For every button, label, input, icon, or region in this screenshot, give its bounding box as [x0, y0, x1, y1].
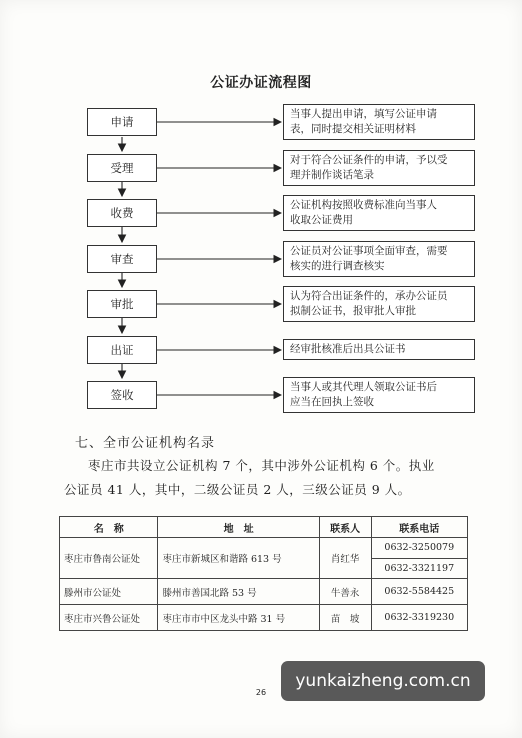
step-review: 审查	[87, 245, 157, 273]
row-phone: 0632-3321197	[371, 558, 467, 579]
row-address: 滕州市善国北路 53 号	[158, 579, 319, 605]
desc-apply	[283, 104, 475, 140]
row-contact: 肖红华	[319, 538, 371, 579]
desc-sign-line1: 当事人或其代理人领取公证书后	[290, 381, 437, 393]
desc-sign	[283, 377, 475, 413]
row-contact: 牛善永	[319, 579, 371, 605]
paragraph-line-2: 公证员 41 人，其中，二级公证员 2 人，三级公证员 9 人。	[64, 482, 411, 497]
step-accept: 受理	[87, 154, 157, 182]
table-row	[60, 579, 468, 605]
row-name: 枣庄市兴鲁公证处	[60, 605, 158, 631]
paragraph-line-1: 枣庄市共设立公证机构 7 个，其中涉外公证机构 6 个。执业	[88, 458, 435, 473]
header-phone: 联系电话	[371, 517, 467, 538]
desc-apply-line2: 表，同时提交相关证明材料	[290, 123, 416, 135]
desc-fee	[283, 195, 475, 231]
page-number: 26	[255, 688, 267, 697]
row-name: 枣庄市鲁南公证处	[60, 538, 158, 579]
desc-approve	[283, 286, 475, 322]
step-issue: 出证	[87, 336, 157, 364]
desc-approve-line1: 认为符合出证条件的，承办公证员	[290, 290, 448, 302]
desc-fee-line2: 收取公证费用	[290, 214, 353, 226]
desc-issue	[283, 339, 475, 360]
row-phone: 0632-3319230	[371, 605, 467, 631]
section-paragraph	[64, 454, 464, 502]
step-fee: 收费	[87, 199, 157, 227]
header-address: 地 址	[158, 517, 319, 538]
section-heading: 七、全市公证机构名录	[75, 436, 216, 451]
flowchart-title: 公证办证流程图	[210, 75, 312, 91]
step-sign: 签收	[87, 381, 157, 409]
desc-accept	[283, 150, 475, 186]
row-phone: 0632-5584425	[371, 579, 467, 605]
table-row	[60, 605, 468, 631]
desc-approve-line2: 拟制公证书，报审批人审批	[290, 305, 416, 317]
desc-fee-line1: 公证机构按照收费标准向当事人	[290, 199, 437, 211]
desc-review-line1: 公证员对公证事项全面审查，需要	[290, 245, 448, 257]
notary-directory-table	[59, 516, 468, 631]
header-contact: 联系人	[319, 517, 371, 538]
row-address: 枣庄市市中区龙头中路 31 号	[158, 605, 319, 631]
desc-apply-line1: 当事人提出申请，填写公证申请	[290, 108, 437, 120]
table-row	[60, 538, 468, 559]
row-name: 滕州市公证处	[60, 579, 158, 605]
desc-accept-line1: 对于符合公证条件的申请，予以受	[290, 154, 448, 166]
step-approve: 审批	[87, 290, 157, 318]
desc-issue-line1: 经审批核准后出具公证书	[290, 343, 406, 355]
desc-sign-line2: 应当在回执上签收	[290, 396, 374, 408]
desc-review	[283, 241, 475, 277]
desc-accept-line2: 理并制作谈话笔录	[290, 169, 374, 181]
step-apply: 申请	[87, 108, 157, 136]
row-phone: 0632-3250079	[371, 538, 467, 559]
table-header-row	[60, 517, 468, 538]
row-contact: 苗 坡	[319, 605, 371, 631]
desc-review-line2: 核实的进行调查核实	[290, 260, 385, 272]
row-address: 枣庄市新城区和谐路 613 号	[158, 538, 319, 579]
watermark-badge: yunkaizheng.com.cn	[281, 661, 485, 701]
header-name: 名 称	[60, 517, 158, 538]
